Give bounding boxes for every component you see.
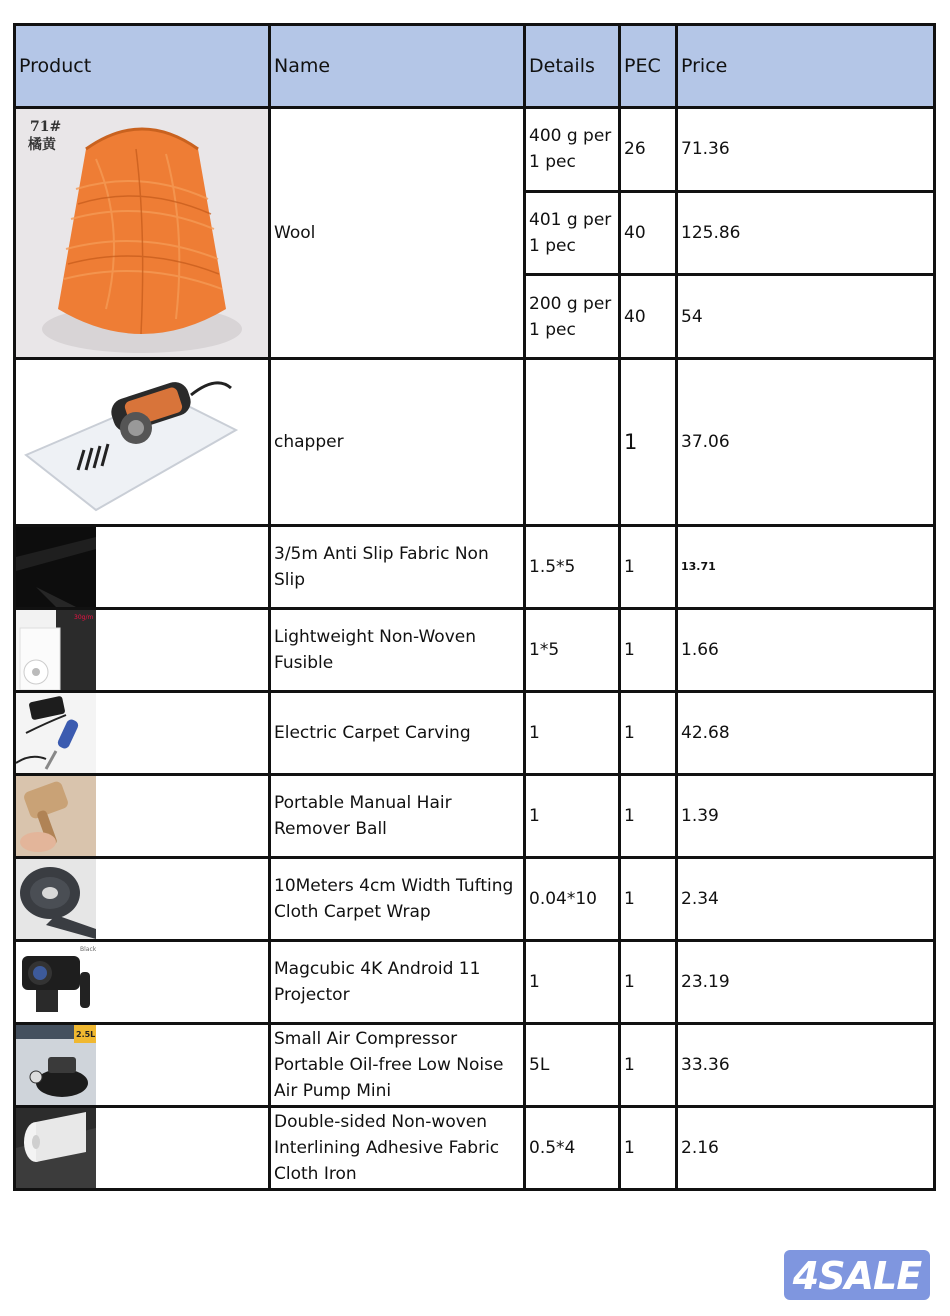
chapper-image-cell <box>15 359 270 526</box>
product-image-cell <box>15 775 270 858</box>
product-pec: 1 <box>620 858 677 941</box>
product-name: Lightweight Non-Woven Fusible <box>270 609 525 692</box>
product-name: Electric Carpet Carving <box>270 692 525 775</box>
chapper-image <box>16 360 268 524</box>
chapper-price: 37.06 <box>677 359 935 526</box>
product-pec: 1 <box>620 1024 677 1107</box>
wool-name: Wool <box>270 108 525 359</box>
product-price: 13.71 <box>677 526 935 609</box>
table-row <box>15 941 935 1024</box>
wool-color-label-cn: 橘黄 <box>28 137 56 153</box>
product-price: 1.66 <box>677 609 935 692</box>
wool-pec-2: 40 <box>620 191 677 275</box>
product-name: 10Meters 4cm Width Tufting Cloth Carpet Wrap <box>270 858 525 941</box>
product-details: 0.04*10 <box>525 858 620 941</box>
product-image-cell <box>15 609 270 692</box>
header-details: Details <box>525 25 620 108</box>
wool-price-1: 71.36 <box>677 108 935 192</box>
product-price: 42.68 <box>677 692 935 775</box>
header-product: Product <box>15 25 270 108</box>
projector-color-label: Black <box>80 946 96 953</box>
wool-pec-1: 26 <box>620 108 677 192</box>
interlining-roll-image <box>16 1108 96 1188</box>
product-table <box>13 23 936 1191</box>
product-pec: 1 <box>620 1107 677 1190</box>
product-image-cell <box>15 692 270 775</box>
header-price: Price <box>677 25 935 108</box>
header-pec: PEC <box>620 25 677 108</box>
product-name: 3/5m Anti Slip Fabric Non Slip <box>270 526 525 609</box>
product-pec: 1 <box>620 609 677 692</box>
wool-image-cell <box>15 108 270 359</box>
product-name: Magcubic 4K Android 11 Projector <box>270 941 525 1024</box>
wool-price-3: 54 <box>677 275 935 359</box>
product-details: 1 <box>525 941 620 1024</box>
table-row <box>15 1107 935 1190</box>
header-row <box>15 25 935 108</box>
product-price: 23.19 <box>677 941 935 1024</box>
chapper-pec: 1 <box>620 359 677 526</box>
carving-tool-image <box>16 693 96 773</box>
product-image-cell <box>15 1024 270 1107</box>
product-pec: 1 <box>620 941 677 1024</box>
table-row <box>15 108 935 192</box>
wool-price-2: 125.86 <box>677 191 935 275</box>
product-pec: 1 <box>620 526 677 609</box>
product-price: 2.34 <box>677 858 935 941</box>
product-image-cell <box>15 941 270 1024</box>
product-price: 1.39 <box>677 775 935 858</box>
product-details: 0.5*4 <box>525 1107 620 1190</box>
hair-remover-image <box>16 776 96 856</box>
anti-slip-fabric-image <box>16 527 96 607</box>
table-row <box>15 609 935 692</box>
fusible-weight-label: 30g/m <box>74 614 94 621</box>
header-name: Name <box>270 25 525 108</box>
table-row <box>15 692 935 775</box>
product-name: Double-sided Non-woven Interlining Adhesive Fabric Cloth Iron <box>270 1107 525 1190</box>
product-pec: 1 <box>620 692 677 775</box>
table-row <box>15 526 935 609</box>
fusible-roll-image <box>16 610 96 690</box>
product-pec: 1 <box>620 775 677 858</box>
wool-details-3: 200 g per 1 pec <box>525 275 620 359</box>
wool-details-1: 400 g per 1 pec <box>525 108 620 192</box>
product-details: 1 <box>525 775 620 858</box>
air-compressor-image <box>16 1025 96 1105</box>
product-image-cell <box>15 526 270 609</box>
compressor-badge: 2.5L <box>76 1030 96 1039</box>
product-price: 33.36 <box>677 1024 935 1107</box>
product-image-cell <box>15 858 270 941</box>
product-details: 1*5 <box>525 609 620 692</box>
4sale-logo-mark <box>787 1253 927 1297</box>
product-details: 5L <box>525 1024 620 1107</box>
table-row <box>15 359 935 526</box>
table-row <box>15 775 935 858</box>
wool-pec-3: 40 <box>620 275 677 359</box>
table-row <box>15 858 935 941</box>
projector-image <box>16 942 96 1022</box>
chapper-name: chapper <box>270 359 525 526</box>
carpet-wrap-image <box>16 859 96 939</box>
product-name: Small Air Compressor Portable Oil-free Low Noise Air Pump Mini <box>270 1024 525 1107</box>
wool-details-2: 401 g per 1 pec <box>525 191 620 275</box>
product-price: 2.16 <box>677 1107 935 1190</box>
4sale-logo <box>784 1250 930 1300</box>
product-details: 1 <box>525 692 620 775</box>
product-name: Portable Manual Hair Remover Ball <box>270 775 525 858</box>
product-image-cell <box>15 1107 270 1190</box>
product-details: 1.5*5 <box>525 526 620 609</box>
wool-yarn-image <box>16 109 268 357</box>
table-row <box>15 1024 935 1107</box>
chapper-details <box>525 359 620 526</box>
wool-color-label: 71# <box>30 119 62 135</box>
svg-text:4SALE: 4SALE <box>792 1254 922 1297</box>
